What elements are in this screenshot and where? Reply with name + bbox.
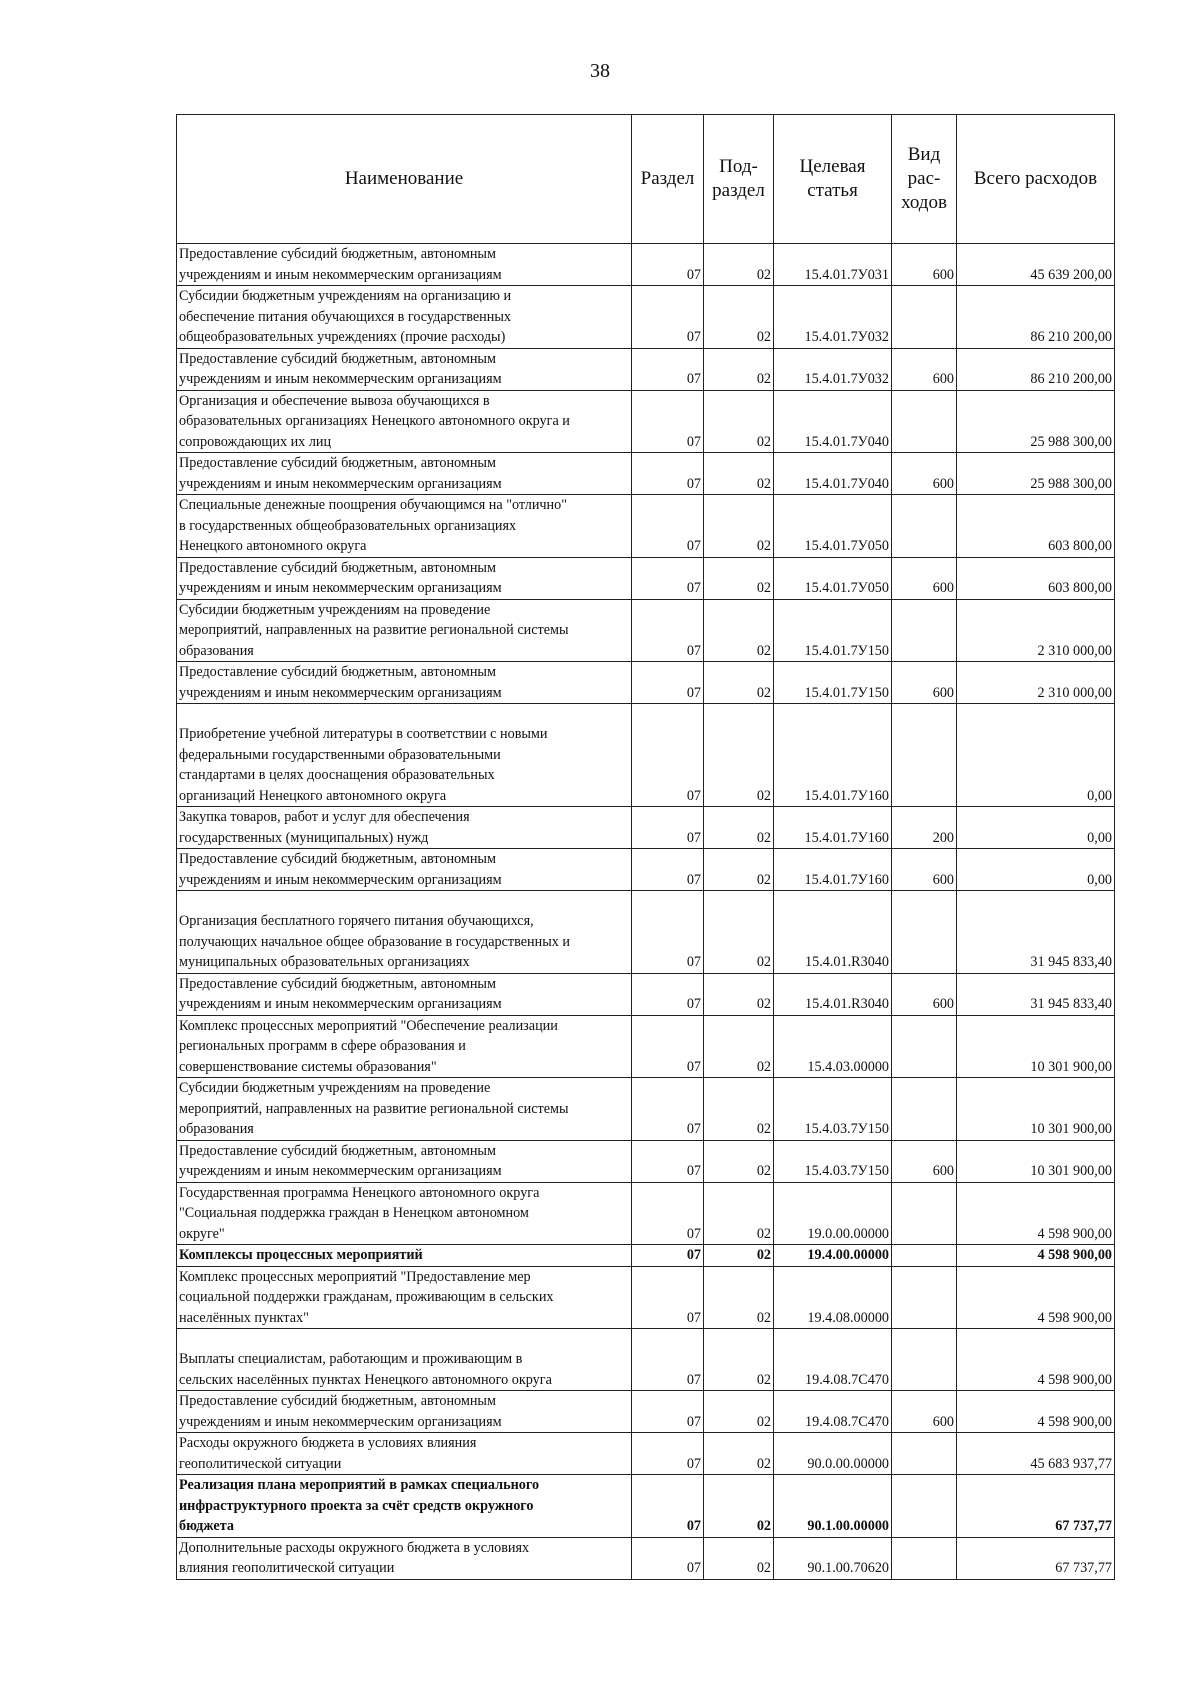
cell-subsection: 02 — [704, 453, 774, 495]
cell-subsection: 02 — [704, 807, 774, 849]
cell-target: 15.4.03.00000 — [774, 1015, 892, 1078]
cell-section: 07 — [632, 1078, 704, 1141]
cell-section: 07 — [632, 662, 704, 704]
header-section-label: Раздел — [640, 168, 695, 189]
cell-subsection: 02 — [704, 849, 774, 891]
cell-type — [892, 1182, 957, 1245]
cell-target: 15.4.01.7У160 — [774, 807, 892, 849]
header-target-label: Целевая статья — [799, 156, 866, 201]
table-row — [177, 453, 1115, 495]
cell-subsection: 02 — [704, 1078, 774, 1141]
cell-subsection: 02 — [704, 1329, 774, 1391]
cell-target: 15.4.01.7У040 — [774, 390, 892, 453]
cell-type: 600 — [892, 244, 957, 286]
cell-subsection: 02 — [704, 973, 774, 1015]
cell-type — [892, 286, 957, 349]
budget-table — [176, 114, 1115, 1580]
cell-total: 4 598 900,00 — [957, 1266, 1115, 1329]
cell-target: 15.4.01.7У150 — [774, 662, 892, 704]
cell-target: 15.4.01.7У160 — [774, 704, 892, 807]
cell-section: 07 — [632, 1266, 704, 1329]
cell-total: 0,00 — [957, 704, 1115, 807]
cell-section: 07 — [632, 599, 704, 662]
cell-target: 19.4.08.00000 — [774, 1266, 892, 1329]
cell-subsection: 02 — [704, 662, 774, 704]
cell-target: 90.1.00.00000 — [774, 1475, 892, 1538]
cell-subsection: 02 — [704, 1182, 774, 1245]
cell-subsection: 02 — [704, 348, 774, 390]
cell-name: Государственная программа Ненецкого автономного округа "Социальная поддержка граждан в Ненецком автономном округе" — [177, 1182, 632, 1245]
cell-type — [892, 1475, 957, 1538]
cell-target: 19.4.00.00000 — [774, 1245, 892, 1267]
cell-name: Дополнительные расходы окружного бюджета в условиях влияния геополитической ситуации — [177, 1537, 632, 1579]
cell-total: 603 800,00 — [957, 495, 1115, 558]
table-row — [177, 286, 1115, 349]
cell-target: 15.4.01.7У150 — [774, 599, 892, 662]
cell-subsection: 02 — [704, 1140, 774, 1182]
table-row — [177, 1391, 1115, 1433]
cell-type — [892, 390, 957, 453]
cell-name: Комплексы процессных мероприятий — [177, 1245, 632, 1267]
cell-total: 45 639 200,00 — [957, 244, 1115, 286]
table-row — [177, 704, 1115, 807]
cell-name: Организация бесплатного горячего питания обучающихся, получающих начальное общее образование в государственных и муниципальных образовательных организациях — [177, 891, 632, 974]
cell-name: Предоставление субсидий бюджетным, автономным учреждениям и иным некоммерческим организациям — [177, 662, 632, 704]
cell-section: 07 — [632, 1245, 704, 1267]
table-row — [177, 1537, 1115, 1579]
table-row — [177, 807, 1115, 849]
cell-target: 15.4.01.7У050 — [774, 495, 892, 558]
table-row — [177, 1266, 1115, 1329]
cell-total: 31 945 833,40 — [957, 973, 1115, 1015]
header-total-label: Всего расходов — [973, 168, 1098, 189]
cell-subsection: 02 — [704, 557, 774, 599]
header-subsection — [704, 115, 774, 244]
header-subsection-label: Под- раздел — [712, 156, 765, 201]
table-row — [177, 849, 1115, 891]
cell-total: 67 737,77 — [957, 1475, 1115, 1538]
cell-type: 600 — [892, 1391, 957, 1433]
cell-section: 07 — [632, 704, 704, 807]
cell-target: 15.4.01.7У050 — [774, 557, 892, 599]
cell-type: 200 — [892, 807, 957, 849]
table-row — [177, 1140, 1115, 1182]
cell-total: 67 737,77 — [957, 1537, 1115, 1579]
cell-section: 07 — [632, 973, 704, 1015]
cell-type — [892, 1015, 957, 1078]
cell-total: 0,00 — [957, 849, 1115, 891]
cell-subsection: 02 — [704, 495, 774, 558]
table-row — [177, 1078, 1115, 1141]
cell-type — [892, 495, 957, 558]
cell-section: 07 — [632, 453, 704, 495]
cell-subsection: 02 — [704, 1537, 774, 1579]
header-type-label: Вид рас- ходов — [901, 144, 947, 213]
cell-name: Реализация плана мероприятий в рамках специального инфраструктурного проекта за счёт средств окружного бюджета — [177, 1475, 632, 1538]
cell-section: 07 — [632, 348, 704, 390]
cell-section: 07 — [632, 1140, 704, 1182]
cell-subsection: 02 — [704, 286, 774, 349]
cell-total: 10 301 900,00 — [957, 1015, 1115, 1078]
table-row — [177, 390, 1115, 453]
cell-total: 4 598 900,00 — [957, 1391, 1115, 1433]
cell-name: Специальные денежные поощрения обучающимся на "отлично" в государственных общеобразовательных организациях Ненецкого автономного округа — [177, 495, 632, 558]
cell-type — [892, 891, 957, 974]
table-row — [177, 1245, 1115, 1267]
cell-total: 4 598 900,00 — [957, 1182, 1115, 1245]
cell-subsection: 02 — [704, 1391, 774, 1433]
cell-type — [892, 704, 957, 807]
cell-section: 07 — [632, 1329, 704, 1391]
cell-subsection: 02 — [704, 244, 774, 286]
cell-total: 2 310 000,00 — [957, 599, 1115, 662]
cell-section: 07 — [632, 1433, 704, 1475]
cell-subsection: 02 — [704, 1475, 774, 1538]
table-row — [177, 244, 1115, 286]
cell-name: Субсидии бюджетным учреждениям на проведение мероприятий, направленных на развитие региональной системы образования — [177, 1078, 632, 1141]
cell-type — [892, 1266, 957, 1329]
cell-subsection: 02 — [704, 599, 774, 662]
cell-name: Предоставление субсидий бюджетным, автономным учреждениям и иным некоммерческим организациям — [177, 557, 632, 599]
cell-target: 19.4.08.7С470 — [774, 1329, 892, 1391]
cell-name: Предоставление субсидий бюджетным, автономным учреждениям и иным некоммерческим организациям — [177, 1140, 632, 1182]
cell-target: 15.4.01.7У032 — [774, 286, 892, 349]
table-row — [177, 891, 1115, 974]
header-name — [177, 115, 632, 244]
cell-subsection: 02 — [704, 704, 774, 807]
table-row — [177, 973, 1115, 1015]
cell-type — [892, 599, 957, 662]
cell-name: Предоставление субсидий бюджетным, автономным учреждениям и иным некоммерческим организациям — [177, 973, 632, 1015]
cell-section: 07 — [632, 1182, 704, 1245]
table-row — [177, 1433, 1115, 1475]
cell-section: 07 — [632, 495, 704, 558]
cell-name: Предоставление субсидий бюджетным, автономным учреждениям и иным некоммерческим организациям — [177, 244, 632, 286]
cell-section: 07 — [632, 557, 704, 599]
cell-target: 15.4.01.7У031 — [774, 244, 892, 286]
cell-target: 15.4.01.7У160 — [774, 849, 892, 891]
cell-total: 10 301 900,00 — [957, 1078, 1115, 1141]
cell-subsection: 02 — [704, 390, 774, 453]
cell-name: Закупка товаров, работ и услуг для обеспечения государственных (муниципальных) нужд — [177, 807, 632, 849]
cell-type: 600 — [892, 973, 957, 1015]
cell-total: 25 988 300,00 — [957, 453, 1115, 495]
cell-name: Расходы окружного бюджета в условиях влияния геополитической ситуации — [177, 1433, 632, 1475]
cell-total: 25 988 300,00 — [957, 390, 1115, 453]
cell-section: 07 — [632, 891, 704, 974]
cell-type — [892, 1433, 957, 1475]
cell-target: 15.4.01.R3040 — [774, 973, 892, 1015]
cell-name: Приобретение учебной литературы в соответствии с новыми федеральными государственными образовательными стандартами в целях дооснащения образовательных организаций Ненецкого автономного округа — [177, 704, 632, 807]
cell-target: 90.1.00.70620 — [774, 1537, 892, 1579]
cell-total: 4 598 900,00 — [957, 1329, 1115, 1391]
cell-section: 07 — [632, 849, 704, 891]
table-body — [177, 244, 1115, 1580]
cell-section: 07 — [632, 807, 704, 849]
cell-subsection: 02 — [704, 1245, 774, 1267]
cell-type — [892, 1329, 957, 1391]
table-row — [177, 1475, 1115, 1538]
cell-subsection: 02 — [704, 1433, 774, 1475]
cell-name: Субсидии бюджетным учреждениям на проведение мероприятий, направленных на развитие региональной системы образования — [177, 599, 632, 662]
cell-total: 0,00 — [957, 807, 1115, 849]
header-name-label: Наименование — [344, 168, 464, 189]
cell-name: Предоставление субсидий бюджетным, автономным учреждениям и иным некоммерческим организациям — [177, 1391, 632, 1433]
cell-name: Организация и обеспечение вывоза обучающихся в образовательных организациях Ненецкого автономного округа и сопровождающих их лиц — [177, 390, 632, 453]
cell-target: 15.4.01.R3040 — [774, 891, 892, 974]
page-number: 38 — [590, 60, 610, 82]
cell-type — [892, 1537, 957, 1579]
cell-target: 90.0.00.00000 — [774, 1433, 892, 1475]
cell-type: 600 — [892, 1140, 957, 1182]
cell-total: 603 800,00 — [957, 557, 1115, 599]
cell-section: 07 — [632, 286, 704, 349]
cell-name: Предоставление субсидий бюджетным, автономным учреждениям и иным некоммерческим организациям — [177, 849, 632, 891]
cell-total: 31 945 833,40 — [957, 891, 1115, 974]
cell-target: 19.0.00.00000 — [774, 1182, 892, 1245]
cell-subsection: 02 — [704, 1015, 774, 1078]
cell-subsection: 02 — [704, 1266, 774, 1329]
cell-total: 10 301 900,00 — [957, 1140, 1115, 1182]
cell-section: 07 — [632, 1391, 704, 1433]
table-row — [177, 662, 1115, 704]
cell-target: 15.4.03.7У150 — [774, 1140, 892, 1182]
cell-total: 86 210 200,00 — [957, 348, 1115, 390]
cell-name: Комплекс процессных мероприятий "Предоставление мер социальной поддержки гражданам, проживающим в сельских населённых пунктах" — [177, 1266, 632, 1329]
cell-name: Выплаты специалистам, работающим и проживающим в сельских населённых пунктах Ненецкого автономного округа — [177, 1329, 632, 1391]
cell-type — [892, 1245, 957, 1267]
cell-total: 86 210 200,00 — [957, 286, 1115, 349]
cell-section: 07 — [632, 1475, 704, 1538]
cell-total: 45 683 937,77 — [957, 1433, 1115, 1475]
table-row — [177, 1329, 1115, 1391]
cell-type: 600 — [892, 348, 957, 390]
cell-type: 600 — [892, 453, 957, 495]
cell-target: 19.4.08.7С470 — [774, 1391, 892, 1433]
table-row — [177, 348, 1115, 390]
cell-name: Комплекс процессных мероприятий "Обеспечение реализации региональных программ в сфере образования и совершенствование системы образования" — [177, 1015, 632, 1078]
header-section — [632, 115, 704, 244]
cell-section: 07 — [632, 1015, 704, 1078]
cell-type: 600 — [892, 662, 957, 704]
cell-type: 600 — [892, 557, 957, 599]
cell-name: Предоставление субсидий бюджетным, автономным учреждениям и иным некоммерческим организациям — [177, 453, 632, 495]
cell-target: 15.4.03.7У150 — [774, 1078, 892, 1141]
cell-section: 07 — [632, 244, 704, 286]
cell-name: Субсидии бюджетным учреждениям на организацию и обеспечение питания обучающихся в государственных общеобразовательных учреждениях (прочие расходы) — [177, 286, 632, 349]
header-type — [892, 115, 957, 244]
table-row — [177, 599, 1115, 662]
cell-type: 600 — [892, 849, 957, 891]
header-target — [774, 115, 892, 244]
table-row — [177, 557, 1115, 599]
table-row — [177, 495, 1115, 558]
table-row — [177, 1015, 1115, 1078]
header-total — [957, 115, 1115, 244]
cell-target: 15.4.01.7У040 — [774, 453, 892, 495]
cell-target: 15.4.01.7У032 — [774, 348, 892, 390]
cell-total: 4 598 900,00 — [957, 1245, 1115, 1267]
cell-name: Предоставление субсидий бюджетным, автономным учреждениям и иным некоммерческим организациям — [177, 348, 632, 390]
cell-type — [892, 1078, 957, 1141]
table-header-row — [177, 115, 1115, 244]
table-row — [177, 1182, 1115, 1245]
cell-total: 2 310 000,00 — [957, 662, 1115, 704]
cell-subsection: 02 — [704, 891, 774, 974]
cell-section: 07 — [632, 390, 704, 453]
cell-section: 07 — [632, 1537, 704, 1579]
